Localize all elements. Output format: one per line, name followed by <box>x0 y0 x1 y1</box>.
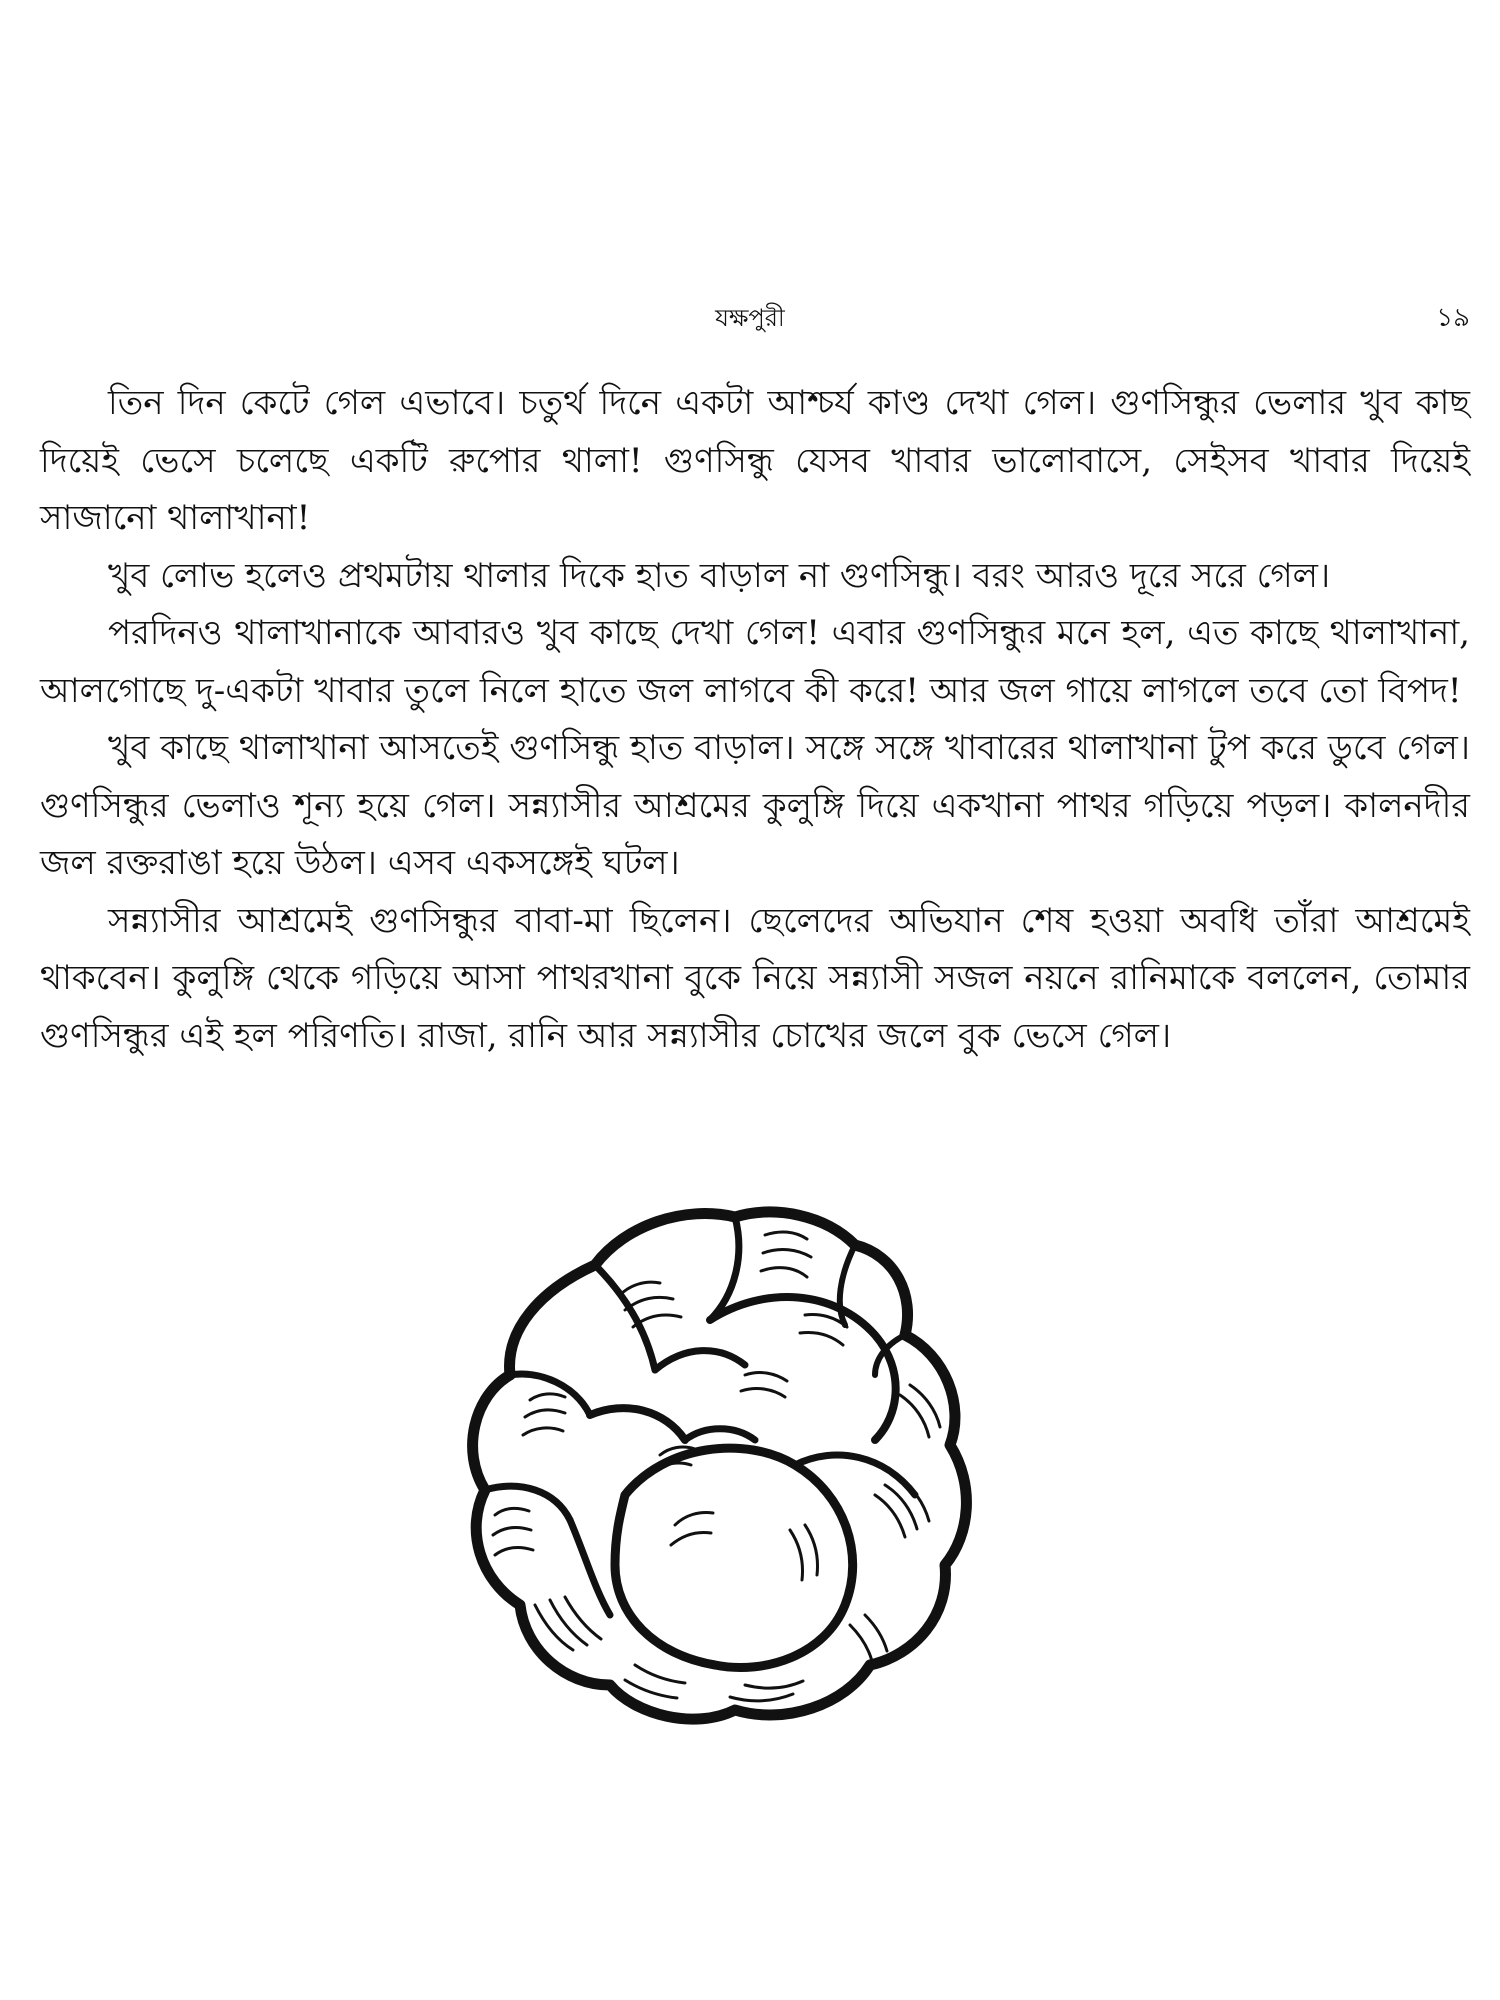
rock-illustration-icon <box>445 1195 1015 1735</box>
paragraph-5: সন্ন্যাসীর আশ্রমেই গুণসিন্ধুর বাবা-মা ছিলেন। ছেলেদের অভিযান শেষ হওয়া অবধি তাঁরা আশ্রমেই থাকবেন। কুলুঙ্গি থেকে গড়িয়ে আসা পাথরখানা বুকে নিয়ে সন্ন্যাসী সজল নয়নে রানিমাকে বললেন, তোমার গুণসিন্ধুর এই হল পরিণতি। রাজা, রানি আর সন্ন্যাসীর চোখের জলে বুক ভেসে গেল। <box>40 900 1470 1056</box>
body-text <box>40 375 1470 1065</box>
paragraph-4: খুব কাছে থালাখানা আসতেই গুণসিন্ধু হাত বাড়াল। সঙ্গে সঙ্গে খাবারের থালাখানা টুপ করে ডুবে গেল। গুণসিন্ধুর ভেলাও শূন্য হয়ে গেল। সন্ন্যাসীর আশ্রমের কুলুঙ্গি দিয়ে একখানা পাথর গড়িয়ে পড়ল। কালনদীর জল রক্তরাঙা হয়ে উঠল। এসব একসঙ্গেই ঘটল। <box>40 728 1470 883</box>
page-number: ১৯ <box>1436 303 1470 333</box>
paragraph-1: তিন দিন কেটে গেল এভাবে। চতুর্থ দিনে একটা আশ্চর্য কাণ্ড দেখা গেল। গুণসিন্ধুর ভেলার খুব কাছ দিয়েই ভেসে চলেছে একটি রুপোর থালা! গুণসিন্ধু যেসব খাবার ভালোবাসে, সেইসব খাবার দিয়েই সাজানো থালাখানা! <box>40 383 1470 538</box>
running-title: যক্ষপুরী <box>715 304 785 332</box>
paragraph-2: খুব লোভ হলেও প্রথমটায় থালার দিকে হাত বাড়াল না গুণসিন্ধু। বরং আরও দূরে সরে গেল। <box>108 555 1331 596</box>
running-head <box>0 298 1500 338</box>
paragraph-3: পরদিনও থালাখানাকে আবারও খুব কাছে দেখা গেল! এবার গুণসিন্ধুর মনে হল, এত কাছে থালাখানা, আলগোছে দু-একটা খাবার তুলে নিলে হাতে জল লাগবে কী করে! আর জল গায়ে লাগলে তবে তো বিপদ! <box>40 613 1470 711</box>
